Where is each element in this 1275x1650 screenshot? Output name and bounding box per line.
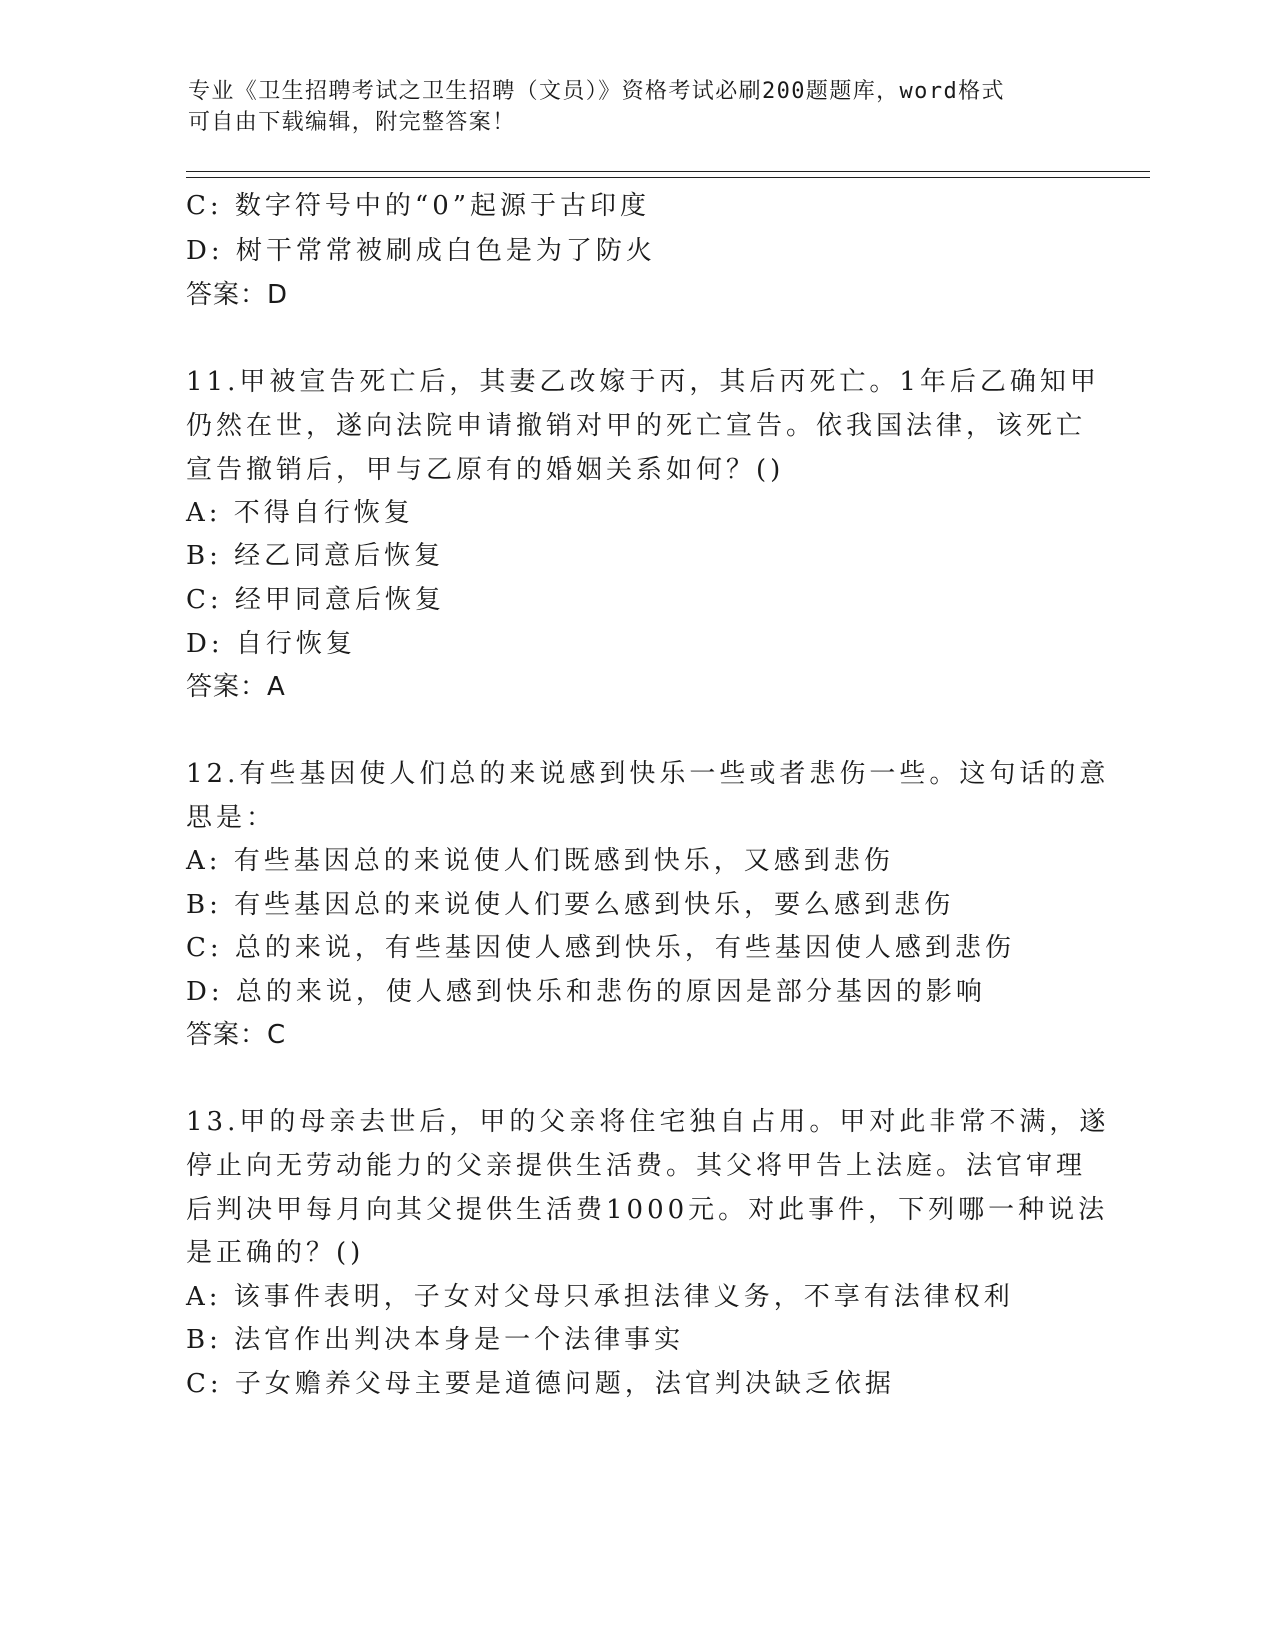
header-divider-top [186, 171, 1150, 172]
q13-stem-line-3: 后判决甲每月向其父提供生活费1000元。对此事件，下列哪一种说法 [186, 1195, 1109, 1225]
q13-stem-line-2: 停止向无劳动能力的父亲提供生活费。其父将甲告上法庭。法官审理 [186, 1151, 1087, 1181]
q13-option-c: C: 子女赡养父母主要是道德问题，法官判决缺乏依据 [186, 1369, 895, 1399]
prev-question-option-c: C: 数字符号中的“0”起源于古印度 [186, 191, 651, 221]
q12-stem-line-2: 思是： [186, 803, 277, 833]
q13-stem-line-4: 是正确的？() [186, 1238, 365, 1268]
q12-stem-line-1: 12.有些基因使人们总的来说感到快乐一些或者悲伤一些。这句话的意 [186, 759, 1110, 789]
q11-option-c: C: 经甲同意后恢复 [186, 585, 445, 615]
header-divider-bottom [186, 177, 1150, 178]
q12-option-d: D: 总的来说，使人感到快乐和悲伤的原因是部分基因的影响 [186, 977, 986, 1007]
q11-option-b: B: 经乙同意后恢复 [186, 541, 445, 571]
q11-stem-line-2: 仍然在世，遂向法院申请撤销对甲的死亡宣告。依我国法律，该死亡 [186, 411, 1087, 441]
q11-stem-line-1: 11.甲被宣告死亡后，其妻乙改嫁于丙，其后丙死亡。1年后乙确知甲 [186, 367, 1100, 397]
document-header-line-1: 专业《卫生招聘考试之卫生招聘（文员）》资格考试必刷200题题库，word格式 [188, 79, 1005, 104]
prev-question-option-d: D: 树干常常被刷成白色是为了防火 [186, 236, 656, 266]
q12-option-c: C: 总的来说，有些基因使人感到快乐，有些基因使人感到悲伤 [186, 933, 1015, 963]
q11-option-d: D: 自行恢复 [186, 629, 356, 659]
q13-option-b: B: 法官作出判决本身是一个法律事实 [186, 1325, 685, 1355]
q11-answer: 答案：A [186, 672, 286, 702]
q12-answer: 答案：C [186, 1020, 287, 1050]
document-header-line-2: 可自由下载编辑，附完整答案！ [188, 110, 516, 135]
prev-question-answer: 答案：D [186, 280, 289, 310]
q12-option-b: B: 有些基因总的来说使人们要么感到快乐，要么感到悲伤 [186, 890, 955, 920]
q13-stem-line-1: 13.甲的母亲去世后，甲的父亲将住宅独自占用。甲对此非常不满，遂 [186, 1107, 1110, 1137]
q13-option-a: A: 该事件表明，子女对父母只承担法律义务，不享有法律权利 [186, 1282, 1014, 1312]
q11-option-a: A: 不得自行恢复 [186, 498, 414, 528]
q12-option-a: A: 有些基因总的来说使人们既感到快乐，又感到悲伤 [186, 846, 894, 876]
q11-stem-line-3: 宣告撤销后，甲与乙原有的婚姻关系如何？() [186, 455, 785, 485]
